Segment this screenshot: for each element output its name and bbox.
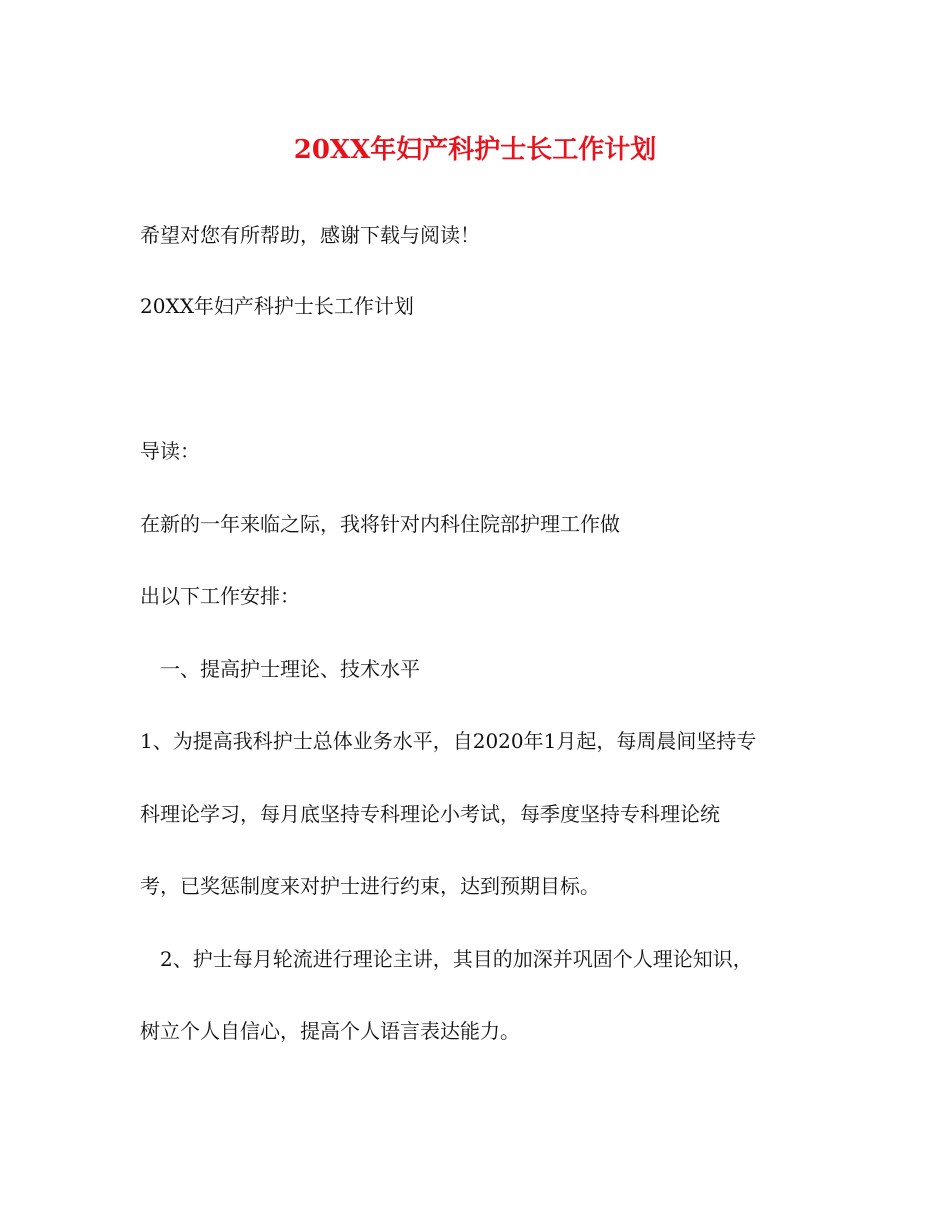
paragraph-line: 科理论学习，每月底坚持专科理论小考试，每季度坚持专科理论统 — [140, 802, 720, 826]
subtitle-line: 20XX年妇产科护士长工作计划 — [140, 294, 414, 318]
paragraph-line: 考，已奖惩制度来对护士进行约束，达到预期目标。 — [140, 874, 600, 898]
paragraph-line: 出以下工作安排： — [140, 584, 300, 608]
paragraph-line: 树立个人自信心，提高个人语言表达能力。 — [140, 1019, 520, 1043]
section-heading: 一、提高护士理论、技术水平 — [140, 657, 420, 681]
guide-heading: 导读： — [140, 439, 200, 463]
document-title: 20XX年妇产科护士长工作计划 — [293, 135, 657, 165]
paragraph-line: 2、护士每月轮流进行理论主讲，其目的加深并巩固个人理论知识， — [140, 947, 753, 971]
paragraph-line: 1、为提高我科护士总体业务水平，自2020年1月起，每周晨间坚持专 — [140, 729, 757, 753]
intro-line: 希望对您有所帮助，感谢下载与阅读！ — [140, 223, 480, 247]
paragraph-line: 在新的一年来临之际，我将针对内科住院部护理工作做 — [140, 512, 620, 536]
